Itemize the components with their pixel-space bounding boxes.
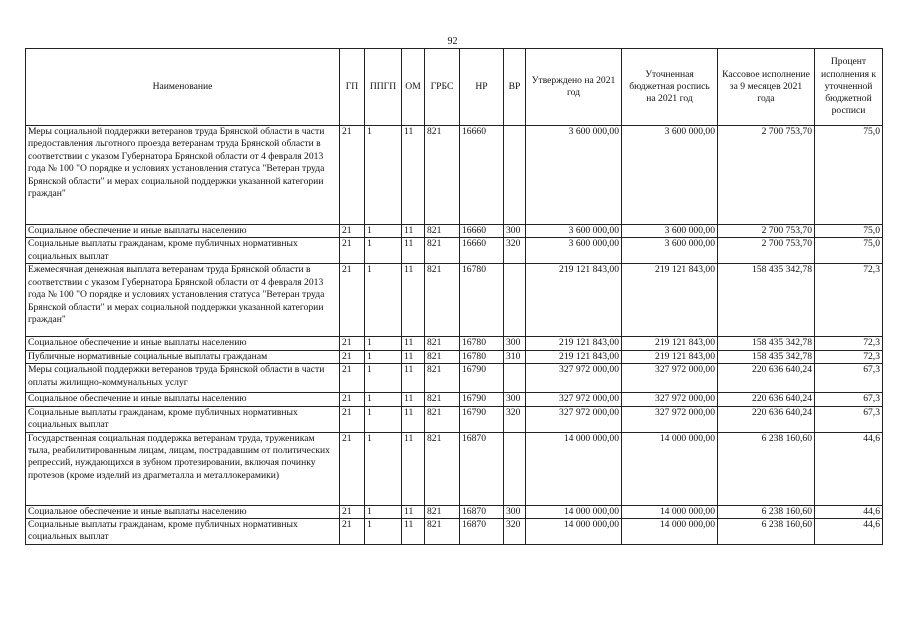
cell-vr: 320	[504, 406, 526, 432]
cell-vr: 300	[504, 225, 526, 238]
cell-grbs: 821	[425, 406, 460, 432]
cell-ppgp: 1	[365, 264, 402, 337]
cell-gp: 21	[340, 264, 365, 337]
cell-nr: 16870	[460, 432, 504, 505]
cell-grbs: 821	[425, 432, 460, 505]
cell-cash: 220 636 640,24	[718, 406, 815, 432]
cell-ppgp: 1	[365, 519, 402, 545]
cell-grbs: 821	[425, 364, 460, 393]
cell-om: 11	[402, 505, 425, 518]
table-row	[26, 406, 883, 432]
cell-percent: 72,3	[815, 350, 883, 363]
cell-nr: 16780	[460, 350, 504, 363]
cell-om: 11	[402, 126, 425, 225]
column-header-gp: ГП	[340, 49, 365, 126]
cell-grbs: 821	[425, 350, 460, 363]
table-row	[26, 264, 883, 337]
cell-percent: 67,3	[815, 364, 883, 393]
cell-gp: 21	[340, 406, 365, 432]
cell-gp: 21	[340, 126, 365, 225]
cell-grbs: 821	[425, 505, 460, 518]
cell-refined: 3 600 000,00	[622, 225, 718, 238]
column-header-percent: Процент исполнения к уточненной бюджетной росписи	[815, 49, 883, 126]
cell-ppgp: 1	[365, 406, 402, 432]
cell-percent: 44,6	[815, 505, 883, 518]
cell-gp: 21	[340, 337, 365, 350]
cell-om: 11	[402, 337, 425, 350]
table-header-row	[26, 49, 883, 126]
cell-nr: 16870	[460, 505, 504, 518]
cell-approved: 219 121 843,00	[526, 264, 622, 337]
cell-nr: 16780	[460, 264, 504, 337]
cell-vr: 320	[504, 238, 526, 264]
cell-grbs: 821	[425, 225, 460, 238]
cell-refined: 14 000 000,00	[622, 519, 718, 545]
cell-grbs: 821	[425, 337, 460, 350]
cell-grbs: 821	[425, 126, 460, 225]
cell-om: 11	[402, 364, 425, 393]
cell-om: 11	[402, 519, 425, 545]
cell-nr: 16660	[460, 225, 504, 238]
cell-name: Социальные выплаты гражданам, кроме публичных нормативных социальных выплат	[26, 406, 340, 432]
cell-refined: 219 121 843,00	[622, 350, 718, 363]
cell-nr: 16870	[460, 519, 504, 545]
cell-cash: 220 636 640,24	[718, 364, 815, 393]
cell-refined: 327 972 000,00	[622, 364, 718, 393]
cell-nr: 16790	[460, 406, 504, 432]
cell-gp: 21	[340, 519, 365, 545]
table-row	[26, 519, 883, 545]
cell-nr: 16790	[460, 364, 504, 393]
cell-vr: 300	[504, 505, 526, 518]
cell-percent: 44,6	[815, 432, 883, 505]
cell-name: Меры социальной поддержки ветеранов труда Брянской области в части предоставления льготного проезда ветеранам труда Брянской области в соответствии с указом Губернатора Брянской области от 4 февраля 2013 года № 100 "О порядке и условиях установления статуса "Ветеран труда Брянской области" и мерах социальной поддержки указанной категории граждан"	[26, 126, 340, 225]
cell-cash: 220 636 640,24	[718, 393, 815, 406]
cell-vr: 300	[504, 393, 526, 406]
cell-refined: 219 121 843,00	[622, 264, 718, 337]
cell-approved: 327 972 000,00	[526, 364, 622, 393]
cell-om: 11	[402, 225, 425, 238]
table-row	[26, 393, 883, 406]
cell-name: Публичные нормативные социальные выплаты гражданам	[26, 350, 340, 363]
cell-gp: 21	[340, 238, 365, 264]
table-row	[26, 350, 883, 363]
cell-vr	[504, 264, 526, 337]
cell-om: 11	[402, 350, 425, 363]
cell-om: 11	[402, 432, 425, 505]
table-row	[26, 364, 883, 393]
cell-ppgp: 1	[365, 350, 402, 363]
cell-name: Социальное обеспечение и иные выплаты населению	[26, 337, 340, 350]
cell-cash: 6 238 160,60	[718, 505, 815, 518]
cell-gp: 21	[340, 505, 365, 518]
cell-ppgp: 1	[365, 225, 402, 238]
cell-approved: 14 000 000,00	[526, 505, 622, 518]
cell-vr	[504, 364, 526, 393]
column-header-name: Наименование	[26, 49, 340, 126]
cell-grbs: 821	[425, 264, 460, 337]
cell-ppgp: 1	[365, 432, 402, 505]
cell-percent: 67,3	[815, 406, 883, 432]
cell-cash: 158 435 342,78	[718, 350, 815, 363]
cell-refined: 219 121 843,00	[622, 337, 718, 350]
cell-name: Социальные выплаты гражданам, кроме публичных нормативных социальных выплат	[26, 519, 340, 545]
cell-ppgp: 1	[365, 126, 402, 225]
cell-om: 11	[402, 393, 425, 406]
cell-vr: 310	[504, 350, 526, 363]
cell-vr	[504, 126, 526, 225]
cell-vr	[504, 432, 526, 505]
cell-percent: 72,3	[815, 337, 883, 350]
table-row	[26, 505, 883, 518]
column-header-ppgp: ППГП	[365, 49, 402, 126]
table-body	[26, 126, 883, 545]
cell-approved: 3 600 000,00	[526, 225, 622, 238]
cell-ppgp: 1	[365, 238, 402, 264]
cell-cash: 158 435 342,78	[718, 337, 815, 350]
cell-approved: 219 121 843,00	[526, 337, 622, 350]
cell-ppgp: 1	[365, 505, 402, 518]
cell-nr: 16660	[460, 126, 504, 225]
cell-gp: 21	[340, 432, 365, 505]
cell-percent: 72,3	[815, 264, 883, 337]
cell-nr: 16660	[460, 238, 504, 264]
cell-cash: 2 700 753,70	[718, 225, 815, 238]
cell-name: Социальные выплаты гражданам, кроме публичных нормативных социальных выплат	[26, 238, 340, 264]
cell-gp: 21	[340, 350, 365, 363]
cell-name: Социальное обеспечение и иные выплаты населению	[26, 225, 340, 238]
cell-name: Ежемесячная денежная выплата ветеранам труда Брянской области в соответствии с указом Губернатора Брянской области от 4 февраля 2013 года № 100 "О порядке и условиях установления статуса "Ветеран труда Брянской области" и мерах социальной поддержки указанной категории граждан"	[26, 264, 340, 337]
cell-approved: 327 972 000,00	[526, 393, 622, 406]
cell-om: 11	[402, 406, 425, 432]
cell-grbs: 821	[425, 238, 460, 264]
column-header-vr: ВР	[504, 49, 526, 126]
cell-name: Государственная социальная поддержка ветеранам труда, труженикам тыла, реабилитированным лицам, лицам, пострадавшим от политических репрессий, нуждающихся в зубном протезировании, включая починку протезов (кроме изделий из драгметалла и металлокерамики)	[26, 432, 340, 505]
cell-refined: 14 000 000,00	[622, 505, 718, 518]
cell-percent: 44,6	[815, 519, 883, 545]
cell-refined: 3 600 000,00	[622, 126, 718, 225]
cell-refined: 327 972 000,00	[622, 393, 718, 406]
cell-name: Социальное обеспечение и иные выплаты населению	[26, 505, 340, 518]
column-header-nr: НР	[460, 49, 504, 126]
cell-ppgp: 1	[365, 393, 402, 406]
cell-grbs: 821	[425, 393, 460, 406]
column-header-grbs: ГРБС	[425, 49, 460, 126]
cell-om: 11	[402, 264, 425, 337]
table-row	[26, 432, 883, 505]
cell-grbs: 821	[425, 519, 460, 545]
cell-gp: 21	[340, 364, 365, 393]
table-row	[26, 225, 883, 238]
column-header-om: ОМ	[402, 49, 425, 126]
cell-vr: 320	[504, 519, 526, 545]
cell-percent: 75,0	[815, 238, 883, 264]
cell-approved: 14 000 000,00	[526, 432, 622, 505]
cell-ppgp: 1	[365, 364, 402, 393]
cell-approved: 327 972 000,00	[526, 406, 622, 432]
cell-cash: 158 435 342,78	[718, 264, 815, 337]
table-row	[26, 238, 883, 264]
table-row	[26, 337, 883, 350]
cell-refined: 14 000 000,00	[622, 432, 718, 505]
page-number: 92	[447, 36, 458, 47]
cell-percent: 75,0	[815, 225, 883, 238]
cell-vr: 300	[504, 337, 526, 350]
cell-approved: 219 121 843,00	[526, 350, 622, 363]
cell-om: 11	[402, 238, 425, 264]
cell-approved: 14 000 000,00	[526, 519, 622, 545]
cell-percent: 67,3	[815, 393, 883, 406]
column-header-approved: Утверждено на 2021 год	[526, 49, 622, 126]
cell-approved: 3 600 000,00	[526, 238, 622, 264]
cell-nr: 16780	[460, 337, 504, 350]
cell-refined: 3 600 000,00	[622, 238, 718, 264]
cell-cash: 6 238 160,60	[718, 432, 815, 505]
cell-approved: 3 600 000,00	[526, 126, 622, 225]
cell-refined: 327 972 000,00	[622, 406, 718, 432]
cell-name: Социальное обеспечение и иные выплаты населению	[26, 393, 340, 406]
budget-execution-table	[25, 48, 883, 545]
column-header-cash: Кассовое исполнение за 9 месяцев 2021 года	[718, 49, 815, 126]
cell-gp: 21	[340, 393, 365, 406]
cell-cash: 6 238 160,60	[718, 519, 815, 545]
cell-percent: 75,0	[815, 126, 883, 225]
cell-gp: 21	[340, 225, 365, 238]
cell-cash: 2 700 753,70	[718, 238, 815, 264]
cell-cash: 2 700 753,70	[718, 126, 815, 225]
cell-ppgp: 1	[365, 337, 402, 350]
cell-nr: 16790	[460, 393, 504, 406]
column-header-refined: Уточненная бюджетная роспись на 2021 год	[622, 49, 718, 126]
table-row	[26, 126, 883, 225]
cell-name: Меры социальной поддержки ветеранов труда Брянской области в части оплаты жилищно-коммунальных услуг	[26, 364, 340, 393]
